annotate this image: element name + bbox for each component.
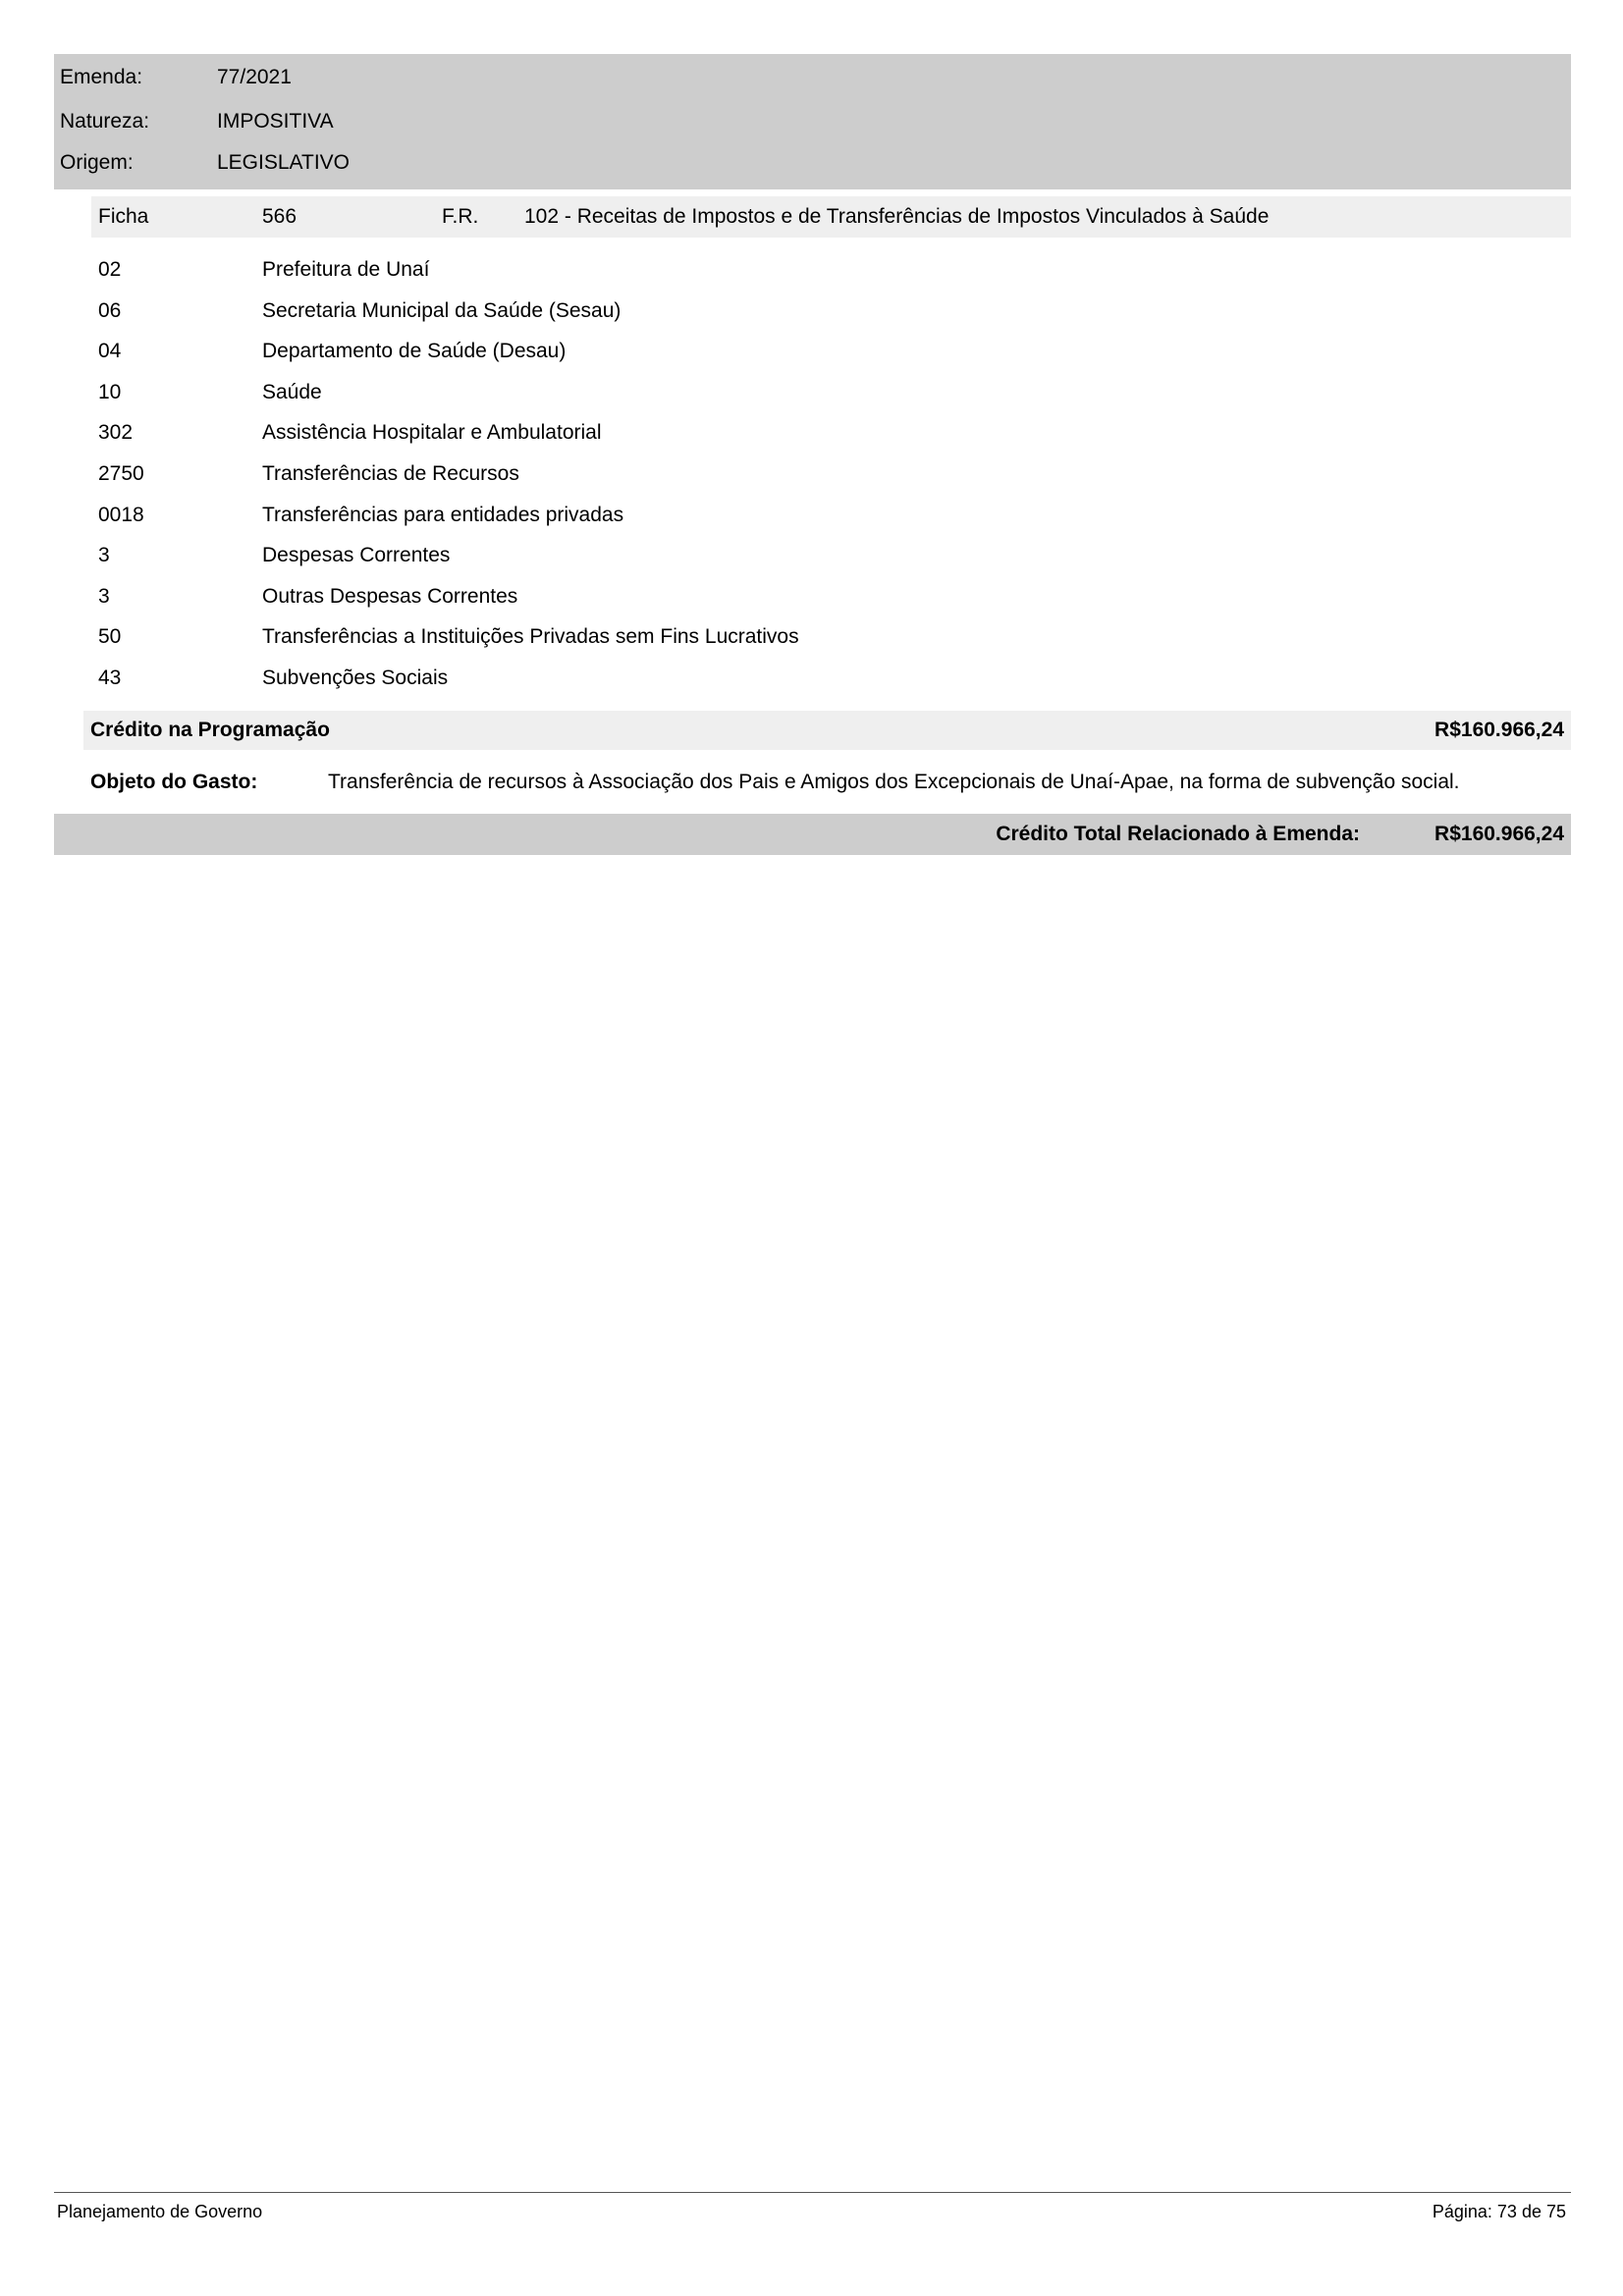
classification-list — [98, 249, 1571, 699]
credito-total-row — [54, 814, 1571, 855]
list-item — [98, 412, 1571, 454]
item-description: Prefeitura de Unaí — [262, 258, 430, 281]
list-item — [98, 331, 1571, 372]
ficha-row — [91, 196, 1571, 238]
list-item — [98, 658, 1571, 699]
list-item — [98, 495, 1571, 536]
item-description: Transferências a Instituições Privadas sem Fins Lucrativos — [262, 625, 799, 649]
item-description: Secretaria Municipal da Saúde (Sesau) — [262, 298, 622, 322]
origem-row — [54, 143, 1571, 183]
item-code: 3 — [98, 584, 110, 608]
footer-title: Planejamento de Governo — [57, 2202, 263, 2221]
emenda-header — [54, 54, 1571, 189]
item-code: 2750 — [98, 461, 144, 485]
item-description: Subvenções Sociais — [262, 666, 449, 689]
item-description: Outras Despesas Correntes — [262, 584, 518, 608]
item-code: 10 — [98, 380, 122, 403]
origem-value: LEGISLATIVO — [217, 151, 350, 174]
item-code: 3 — [98, 544, 110, 567]
item-description: Transferências de Recursos — [262, 461, 519, 485]
item-code: 04 — [98, 340, 122, 363]
objeto-gasto-label: Objeto do Gasto: — [90, 771, 258, 793]
credito-programacao-label: Crédito na Programação — [90, 719, 330, 741]
list-item — [98, 249, 1571, 291]
fr-value: 102 - Receitas de Impostos e de Transferências de Impostos Vinculados à Saúde — [524, 205, 1270, 228]
list-item — [98, 616, 1571, 658]
item-description: Departamento de Saúde (Desau) — [262, 340, 567, 363]
item-code: 06 — [98, 298, 122, 322]
item-description: Transferências para entidades privadas — [262, 503, 624, 526]
list-item — [98, 454, 1571, 495]
page-number: Página: 73 de 75 — [1432, 2202, 1566, 2221]
footer-divider — [54, 2192, 1571, 2193]
credito-total-label: Crédito Total Relacionado à Emenda: — [996, 823, 1360, 845]
item-code: 0018 — [98, 503, 144, 526]
credito-total-value: R$160.966,24 — [1434, 823, 1564, 845]
item-description: Saúde — [262, 380, 322, 403]
natureza-value: IMPOSITIVA — [217, 110, 334, 133]
objeto-gasto-row — [83, 763, 1571, 802]
item-code: 43 — [98, 666, 122, 689]
list-item — [98, 535, 1571, 576]
emenda-row — [54, 58, 1571, 97]
list-item — [98, 576, 1571, 617]
natureza-row — [54, 102, 1571, 141]
item-description: Despesas Correntes — [262, 544, 451, 567]
credito-programacao-row — [83, 711, 1571, 750]
emenda-label: Emenda: — [60, 66, 143, 88]
list-item — [98, 291, 1571, 332]
ficha-number: 566 — [262, 205, 298, 228]
emenda-value: 77/2021 — [217, 66, 292, 88]
ficha-label: Ficha — [98, 205, 149, 228]
objeto-gasto-value: Transferência de recursos à Associação dos Pais e Amigos dos Excepcionais de Unaí-Apae, na forma de subvenção social. — [328, 771, 1460, 793]
credito-programacao-value: R$160.966,24 — [1434, 719, 1564, 741]
item-code: 02 — [98, 258, 122, 281]
origem-label: Origem: — [60, 151, 134, 174]
fr-label: F.R. — [442, 205, 479, 228]
item-code: 302 — [98, 421, 134, 445]
list-item — [98, 372, 1571, 413]
natureza-label: Natureza: — [60, 110, 150, 133]
item-description: Assistência Hospitalar e Ambulatorial — [262, 421, 602, 445]
item-code: 50 — [98, 625, 122, 649]
